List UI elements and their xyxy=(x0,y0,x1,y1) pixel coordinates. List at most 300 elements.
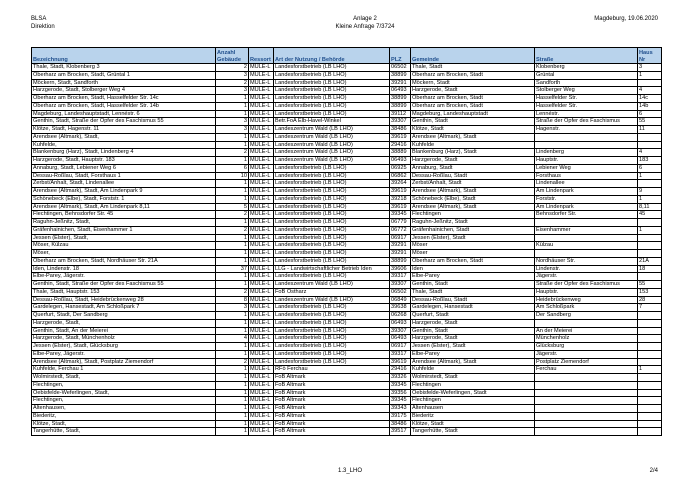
cell-anzahl: 1 xyxy=(216,381,249,389)
cell-nutzung: Landesforstbetrieb (LB LHO) xyxy=(274,195,390,203)
table-row xyxy=(32,118,662,126)
cell-haus-nr xyxy=(638,412,662,420)
cell-bezeichnung: Thale, Stadt, Hauptstr. 153 xyxy=(32,288,216,296)
cell-haus-nr xyxy=(638,79,662,87)
cell-plz: 06772 xyxy=(390,226,411,234)
cell-bezeichnung: Möser, xyxy=(32,250,216,258)
table-row xyxy=(32,95,662,103)
cell-bezeichnung: Dessau-Roßlau, Stadt, Heidebrückenweg 28 xyxy=(32,296,216,304)
cell-haus-nr xyxy=(638,319,662,327)
cell-anzahl: 1 xyxy=(216,273,249,281)
cell-haus-nr xyxy=(638,141,662,149)
cell-haus-nr: 1 xyxy=(638,71,662,79)
cell-ressort: MULE-L xyxy=(249,381,274,389)
cell-ressort: MULE-L xyxy=(249,180,274,188)
table-row xyxy=(32,335,662,343)
cell-nutzung: Landesforstbetrieb (LB LHO) xyxy=(274,242,390,250)
cell-haus-nr: 14c xyxy=(638,95,662,103)
cell-anzahl: 3 xyxy=(216,304,249,312)
table-row xyxy=(32,412,662,420)
table-row xyxy=(32,405,662,413)
cell-anzahl: 1 xyxy=(216,257,249,265)
cell-plz: 06849 xyxy=(390,296,411,304)
table-row xyxy=(32,219,662,227)
cell-plz: 29416 xyxy=(390,141,411,149)
cell-nutzung: FoB Altmark xyxy=(274,389,390,397)
cell-anzahl: 3 xyxy=(216,71,249,79)
table-row xyxy=(32,157,662,165)
cell-anzahl: 1 xyxy=(216,312,249,320)
cell-bezeichnung: Harzgerode, Stadt, Hauptstr. 183 xyxy=(32,157,216,165)
cell-gemeinde: Harzgerode, Stadt xyxy=(411,157,535,165)
table-header-row xyxy=(32,48,662,64)
cell-haus-nr xyxy=(638,420,662,428)
cell-gemeinde: Iden xyxy=(411,265,535,273)
cell-ressort: MULE-L xyxy=(249,102,274,110)
cell-strasse xyxy=(535,374,638,382)
table-row xyxy=(32,366,662,374)
cell-strasse: Lindenstr. xyxy=(535,265,638,273)
table-row xyxy=(32,250,662,258)
cell-ressort: MULE-L xyxy=(249,428,274,436)
cell-gemeinde: Oberharz am Brocken, Stadt xyxy=(411,95,535,103)
cell-strasse: Behnsdorfer Str. xyxy=(535,211,638,219)
column-header-gemeinde: Gemeinde xyxy=(411,48,535,64)
cell-plz: 39326 xyxy=(390,374,411,382)
cell-nutzung: FoB Altmark xyxy=(274,428,390,436)
cell-plz: 39307 xyxy=(390,118,411,126)
cell-nutzung: Landesforstbetrieb (LB LHO) xyxy=(274,87,390,95)
table-row xyxy=(32,234,662,242)
cell-plz: 06779 xyxy=(390,219,411,227)
inquiry-label: Kleine Anfrage 7/3724 xyxy=(335,23,395,30)
cell-haus-nr: 1 xyxy=(638,195,662,203)
cell-bezeichnung: Klötze, Stadt, Hagenstr. 11 xyxy=(32,126,216,134)
cell-haus-nr xyxy=(638,397,662,405)
cell-strasse xyxy=(535,141,638,149)
cell-gemeinde: Oberharz am Brocken, Stadt xyxy=(411,102,535,110)
cell-gemeinde: Raguhn-Jeßnitz, Stadt xyxy=(411,219,535,227)
cell-ressort: MULE-L xyxy=(249,188,274,196)
cell-nutzung: Landesforstbetrieb (LB LHO) xyxy=(274,319,390,327)
cell-haus-nr xyxy=(638,389,662,397)
cell-plz: 39112 xyxy=(390,110,411,118)
cell-plz: 06493 xyxy=(390,335,411,343)
cell-ressort: MULE-L xyxy=(249,195,274,203)
cell-haus-nr xyxy=(638,327,662,335)
cell-anzahl: 2 xyxy=(216,149,249,157)
column-header-art-der-nutzung: Art der Nutzung / Behörde xyxy=(274,48,390,64)
cell-plz: 06925 xyxy=(390,164,411,172)
cell-haus-nr xyxy=(638,428,662,436)
table-row xyxy=(32,420,662,428)
cell-gemeinde: Flechtingen xyxy=(411,381,535,389)
cell-strasse: Am Lindenpark xyxy=(535,203,638,211)
cell-ressort: MULE-L xyxy=(249,335,274,343)
cell-ressort: MULE-L xyxy=(249,288,274,296)
cell-strasse: Nordhäuser Str. xyxy=(535,257,638,265)
cell-nutzung: Landesforstbetrieb (LB LHO) xyxy=(274,64,390,72)
cell-strasse: Hasselfelder Str. xyxy=(535,95,638,103)
cell-gemeinde: Flechtingen xyxy=(411,397,535,405)
cell-nutzung: Landesforstbetrieb (LB LHO) xyxy=(274,226,390,234)
cell-strasse: Lindenberg xyxy=(535,149,638,157)
cell-nutzung: Landeszentrum Wald (LB LHO) xyxy=(274,126,390,134)
cell-gemeinde: Gräfenhainichen, Stadt xyxy=(411,226,535,234)
cell-strasse: An der Meierei xyxy=(535,327,638,335)
cell-bezeichnung: Oebisfelde-Weferlingen, Stadt, xyxy=(32,389,216,397)
cell-strasse: Lennéstr. xyxy=(535,110,638,118)
cell-anzahl: 1 xyxy=(216,397,249,405)
table-row xyxy=(32,126,662,134)
cell-haus-nr: 3 xyxy=(638,64,662,72)
cell-strasse xyxy=(535,405,638,413)
cell-bezeichnung: Wolmirstedt, Stadt, xyxy=(32,374,216,382)
cell-haus-nr xyxy=(638,381,662,389)
cell-ressort: MULE-L xyxy=(249,64,274,72)
cell-anzahl: 37 xyxy=(216,265,249,273)
cell-haus-nr xyxy=(638,180,662,188)
cell-strasse xyxy=(535,319,638,327)
cell-gemeinde: Arendsee (Altmark), Stadt xyxy=(411,203,535,211)
table-row xyxy=(32,242,662,250)
cell-strasse xyxy=(535,219,638,227)
cell-plz: 39307 xyxy=(390,281,411,289)
cell-strasse: Hauptstr. xyxy=(535,288,638,296)
cell-bezeichnung: Gräfenhainichen, Stadt, Eisenhammer 1 xyxy=(32,226,216,234)
cell-plz: 39291 xyxy=(390,242,411,250)
cell-ressort: MULE-L xyxy=(249,242,274,250)
header-organization xyxy=(31,16,55,31)
cell-ressort: MULE-L xyxy=(249,87,274,95)
table-row xyxy=(32,172,662,180)
cell-ressort: MULE-L xyxy=(249,358,274,366)
cell-anzahl: 6 xyxy=(216,164,249,172)
cell-anzahl: 1 xyxy=(216,281,249,289)
cell-anzahl: 1 xyxy=(216,242,249,250)
cell-gemeinde: Arendsee (Altmark), Stadt xyxy=(411,358,535,366)
cell-gemeinde: Thale, Stadt xyxy=(411,288,535,296)
cell-anzahl: 1 xyxy=(216,141,249,149)
cell-anzahl: 2 xyxy=(216,226,249,234)
table-row xyxy=(32,71,662,79)
cell-haus-nr xyxy=(638,312,662,320)
cell-plz: 39317 xyxy=(390,273,411,281)
cell-nutzung: Landesforstbetrieb (LB LHO) xyxy=(274,95,390,103)
column-header-strasse: Straße xyxy=(535,48,638,64)
cell-bezeichnung: Querfurt, Stadt, Der Sandberg xyxy=(32,312,216,320)
table-body xyxy=(32,64,662,436)
cell-haus-nr xyxy=(638,234,662,242)
cell-ressort: MULE-L xyxy=(249,350,274,358)
cell-bezeichnung: Klötze, Stadt, xyxy=(32,420,216,428)
cell-plz: 39218 xyxy=(390,195,411,203)
cell-haus-nr: 18 xyxy=(638,265,662,273)
table-row xyxy=(32,133,662,141)
cell-bezeichnung: Möser, Külzau xyxy=(32,242,216,250)
cell-ressort: MULE-L xyxy=(249,71,274,79)
cell-anzahl: 1 xyxy=(216,327,249,335)
cell-plz: 06862 xyxy=(390,172,411,180)
header-title xyxy=(300,16,430,31)
cell-haus-nr: 45 xyxy=(638,211,662,219)
cell-bezeichnung: Flechtingen, Behnsdorfer Str. 45 xyxy=(32,211,216,219)
cell-nutzung: FoB Altmark xyxy=(274,397,390,405)
cell-strasse: Straße der Opfer des Faschismus xyxy=(535,118,638,126)
cell-strasse: Stolberger Weg xyxy=(535,87,638,95)
cell-strasse: Lebiener Weg xyxy=(535,164,638,172)
cell-gemeinde: Thale, Stadt xyxy=(411,64,535,72)
cell-anzahl: 1 xyxy=(216,405,249,413)
cell-haus-nr xyxy=(638,343,662,351)
cell-nutzung: LLG - Landwirtschaftlicher Betrieb Iden xyxy=(274,265,390,273)
cell-plz: 39517 xyxy=(390,428,411,436)
cell-haus-nr: 153 xyxy=(638,288,662,296)
table-row xyxy=(32,319,662,327)
cell-nutzung: Landesforstbetrieb (LB LHO) xyxy=(274,234,390,242)
cell-strasse: Forsthaus xyxy=(535,172,638,180)
cell-plz: 38899 xyxy=(390,95,411,103)
cell-strasse: Straße der Opfer des Faschismus xyxy=(535,281,638,289)
cell-plz: 38899 xyxy=(390,257,411,265)
cell-strasse: Klobenberg xyxy=(535,64,638,72)
cell-haus-nr: 21A xyxy=(638,257,662,265)
cell-nutzung: Landeszentrum Wald (LB LHO) xyxy=(274,149,390,157)
cell-strasse: Am Schloßpark xyxy=(535,304,638,312)
cell-anzahl: 10 xyxy=(216,172,249,180)
table-row xyxy=(32,180,662,188)
cell-gemeinde: Harzgerode, Stadt xyxy=(411,319,535,327)
cell-ressort: MULE-L xyxy=(249,79,274,87)
cell-ressort: MULE-L xyxy=(249,219,274,227)
cell-ressort: MULE-L xyxy=(249,412,274,420)
cell-anzahl: 1 xyxy=(216,250,249,258)
cell-plz: 39619 xyxy=(390,203,411,211)
cell-strasse xyxy=(535,428,638,436)
cell-anzahl: 1 xyxy=(216,343,249,351)
cell-ressort: MULE-L xyxy=(249,234,274,242)
cell-strasse xyxy=(535,389,638,397)
cell-bezeichnung: Oberharz am Brocken, Stadt, Hasselfelder Str. 14c xyxy=(32,95,216,103)
attachment-label: Anlage 2 xyxy=(353,16,377,22)
cell-bezeichnung: Kuhfelde, xyxy=(32,141,216,149)
cell-strasse: Forststr. xyxy=(535,195,638,203)
cell-anzahl: 8 xyxy=(216,296,249,304)
cell-gemeinde: Arendsee (Altmark), Stadt xyxy=(411,188,535,196)
cell-plz: 39343 xyxy=(390,405,411,413)
cell-ressort: MULE-L xyxy=(249,281,274,289)
cell-anzahl: 4 xyxy=(216,335,249,343)
cell-plz: 39606 xyxy=(390,265,411,273)
cell-bezeichnung: Dessau-Roßlau, Stadt, Forsthaus 1 xyxy=(32,172,216,180)
cell-plz: 39264 xyxy=(390,180,411,188)
cell-anzahl: 1 xyxy=(216,188,249,196)
cell-ressort: MULE-L xyxy=(249,149,274,157)
cell-nutzung: Landesforstbetrieb (LB LHO) xyxy=(274,273,390,281)
cell-ressort: MULE-L xyxy=(249,95,274,103)
cell-plz: 39345 xyxy=(390,211,411,219)
cell-gemeinde: Tangerhütte, Stadt xyxy=(411,428,535,436)
cell-gemeinde: Elbe-Parey xyxy=(411,273,535,281)
cell-nutzung: Landesforstbetrieb (LB LHO) xyxy=(274,188,390,196)
cell-bezeichnung: Annaburg, Stadt, Lebiener Weg 6 xyxy=(32,164,216,172)
cell-ressort: MULE-L xyxy=(249,374,274,382)
cell-gemeinde: Annaburg, Stadt xyxy=(411,164,535,172)
cell-gemeinde: Harzgerode, Stadt xyxy=(411,335,535,343)
cell-nutzung: Landeszentrum Wald (LB LHO) xyxy=(274,157,390,165)
cell-bezeichnung: Harzgerode, Stadt, Münchenholz xyxy=(32,335,216,343)
cell-ressort: MULE-L xyxy=(249,157,274,165)
cell-gemeinde: Jessen (Elster), Stadt xyxy=(411,343,535,351)
cell-gemeinde: Magdeburg, Landeshauptstadt xyxy=(411,110,535,118)
cell-gemeinde: Querfurt, Stadt xyxy=(411,312,535,320)
table-row xyxy=(32,102,662,110)
table-row xyxy=(32,164,662,172)
table-row xyxy=(32,358,662,366)
cell-bezeichnung: Gardelegen, Hansestadt, Am Schloßpark 7 xyxy=(32,304,216,312)
buildings-table xyxy=(31,47,662,436)
table-row xyxy=(32,273,662,281)
cell-plz: 38899 xyxy=(390,71,411,79)
table-row xyxy=(32,304,662,312)
cell-haus-nr: 4 xyxy=(638,149,662,157)
cell-ressort: MULE-L xyxy=(249,110,274,118)
cell-strasse: Jägerstr. xyxy=(535,350,638,358)
cell-haus-nr: 8,11 xyxy=(638,203,662,211)
table-row xyxy=(32,350,662,358)
cell-anzahl: 1 xyxy=(216,110,249,118)
cell-haus-nr xyxy=(638,374,662,382)
cell-strasse: Külzau xyxy=(535,242,638,250)
cell-plz: 39317 xyxy=(390,350,411,358)
cell-plz: 06493 xyxy=(390,157,411,165)
cell-strasse xyxy=(535,412,638,420)
cell-plz: 39291 xyxy=(390,250,411,258)
cell-strasse: Grüntal xyxy=(535,71,638,79)
table-row xyxy=(32,374,662,382)
cell-bezeichnung: Arendsee (Altmark), Stadt, Am Lindenpark 9 xyxy=(32,188,216,196)
cell-nutzung: FoB Altmark xyxy=(274,374,390,382)
cell-nutzung: Landesforstbetrieb (LB LHO) xyxy=(274,343,390,351)
cell-plz: 06493 xyxy=(390,319,411,327)
cell-ressort: MULE-L xyxy=(249,343,274,351)
cell-nutzung: FoB Altmark xyxy=(274,381,390,389)
cell-anzahl: 2 xyxy=(216,358,249,366)
cell-haus-nr xyxy=(638,250,662,258)
cell-strasse: Ferchau xyxy=(535,366,638,374)
cell-strasse: Am Lindenpark xyxy=(535,188,638,196)
cell-strasse: Hasselfelder Str. xyxy=(535,102,638,110)
cell-anzahl: 2 xyxy=(216,79,249,87)
cell-plz: 39291 xyxy=(390,79,411,87)
cell-anzahl: 1 xyxy=(216,95,249,103)
cell-gemeinde: Biederitz xyxy=(411,412,535,420)
cell-plz: 38486 xyxy=(390,420,411,428)
cell-plz: 06502 xyxy=(390,288,411,296)
cell-strasse xyxy=(535,234,638,242)
cell-bezeichnung: Möckern, Stadt, Sandforth xyxy=(32,79,216,87)
cell-anzahl: 1 xyxy=(216,374,249,382)
cell-nutzung: Landeszentrum Wald (LB LHO) xyxy=(274,296,390,304)
cell-gemeinde: Blankenburg (Harz), Stadt xyxy=(411,149,535,157)
cell-ressort: MULE-L xyxy=(249,265,274,273)
cell-strasse xyxy=(535,133,638,141)
header-date: Magdeburg, 19.06.2020 xyxy=(594,16,658,22)
cell-bezeichnung: Elbe-Parey, Jägerstr. xyxy=(32,350,216,358)
cell-plz: 39345 xyxy=(390,381,411,389)
cell-bezeichnung: Blankenburg (Harz), Stadt, Lindenberg 4 xyxy=(32,149,216,157)
table-row xyxy=(32,428,662,436)
cell-bezeichnung: Iden, Lindenstr. 18 xyxy=(32,265,216,273)
cell-strasse: Glücksburg xyxy=(535,343,638,351)
cell-bezeichnung: Jessen (Elster), Stadt, Glücksburg xyxy=(32,343,216,351)
cell-haus-nr xyxy=(638,335,662,343)
cell-bezeichnung: Jessen (Elster), Stadt, xyxy=(32,234,216,242)
department-name: Direktion xyxy=(31,23,55,30)
cell-bezeichnung: Harzgerode, Stadt, Stolberger Weg 4 xyxy=(32,87,216,95)
cell-ressort: MULE-L xyxy=(249,211,274,219)
cell-plz: 39638 xyxy=(390,304,411,312)
cell-gemeinde: Jessen (Elster), Stadt xyxy=(411,234,535,242)
cell-anzahl: 1 xyxy=(216,412,249,420)
cell-bezeichnung: Altenhausen, xyxy=(32,405,216,413)
table-row xyxy=(32,296,662,304)
cell-bezeichnung: Zerbst/Anhalt, Stadt, Lindenallee xyxy=(32,180,216,188)
cell-anzahl: 1 xyxy=(216,428,249,436)
table-row xyxy=(32,312,662,320)
cell-nutzung: Landesforstbetrieb (LB LHO) xyxy=(274,203,390,211)
cell-bezeichnung: Magdeburg, Landeshauptstadt, Lennéstr. 6 xyxy=(32,110,216,118)
cell-nutzung: Landesforstbetrieb (LB LHO) xyxy=(274,335,390,343)
cell-haus-nr xyxy=(638,133,662,141)
cell-plz: 06917 xyxy=(390,234,411,242)
footer-section: 1.3_LHO xyxy=(337,468,362,474)
cell-ressort: MULE-L xyxy=(249,327,274,335)
cell-gemeinde: Harzgerode, Stadt xyxy=(411,87,535,95)
cell-ressort: MULE-L xyxy=(249,273,274,281)
table-row xyxy=(32,211,662,219)
cell-bezeichnung: Flechtingen, xyxy=(32,397,216,405)
cell-anzahl: 1 xyxy=(216,319,249,327)
cell-bezeichnung: Harzgerode, Stadt, xyxy=(32,319,216,327)
table-row xyxy=(32,381,662,389)
cell-anzahl: 1 xyxy=(216,219,249,227)
cell-ressort: MULE-L xyxy=(249,405,274,413)
cell-bezeichnung: Elbe-Parey, Jägerstr. xyxy=(32,273,216,281)
cell-ressort: MULE-L xyxy=(249,226,274,234)
cell-nutzung: Betr.FoA Elb-Havel-Winkel xyxy=(274,118,390,126)
cell-gemeinde: Oberharz am Brocken, Stadt xyxy=(411,71,535,79)
cell-anzahl: 1 xyxy=(216,234,249,242)
cell-gemeinde: Möser xyxy=(411,250,535,258)
cell-bezeichnung: Genthin, Stadt, An der Meierei xyxy=(32,327,216,335)
cell-gemeinde: Klötze, Stadt xyxy=(411,420,535,428)
cell-nutzung: Landeszentrum Wald (LB LHO) xyxy=(274,141,390,149)
cell-bezeichnung: Kuhfelde, Ferchau 1 xyxy=(32,366,216,374)
cell-plz: 38899 xyxy=(390,102,411,110)
column-header-anzahl-gebaeude: Anzahl Gebäude xyxy=(216,48,249,64)
cell-bezeichnung: Genthin, Stadt, Straße der Opfer des Faschismus 55 xyxy=(32,281,216,289)
cell-ressort: MULE-L xyxy=(249,312,274,320)
cell-plz: 29416 xyxy=(390,366,411,374)
cell-nutzung: RFö Ferchau xyxy=(274,366,390,374)
cell-anzahl: 5 xyxy=(216,203,249,211)
cell-ressort: MULE-L xyxy=(249,319,274,327)
cell-ressort: MULE-L xyxy=(249,172,274,180)
cell-haus-nr: 6 xyxy=(638,164,662,172)
cell-anzahl: 1 xyxy=(216,389,249,397)
cell-ressort: MULE-L xyxy=(249,397,274,405)
